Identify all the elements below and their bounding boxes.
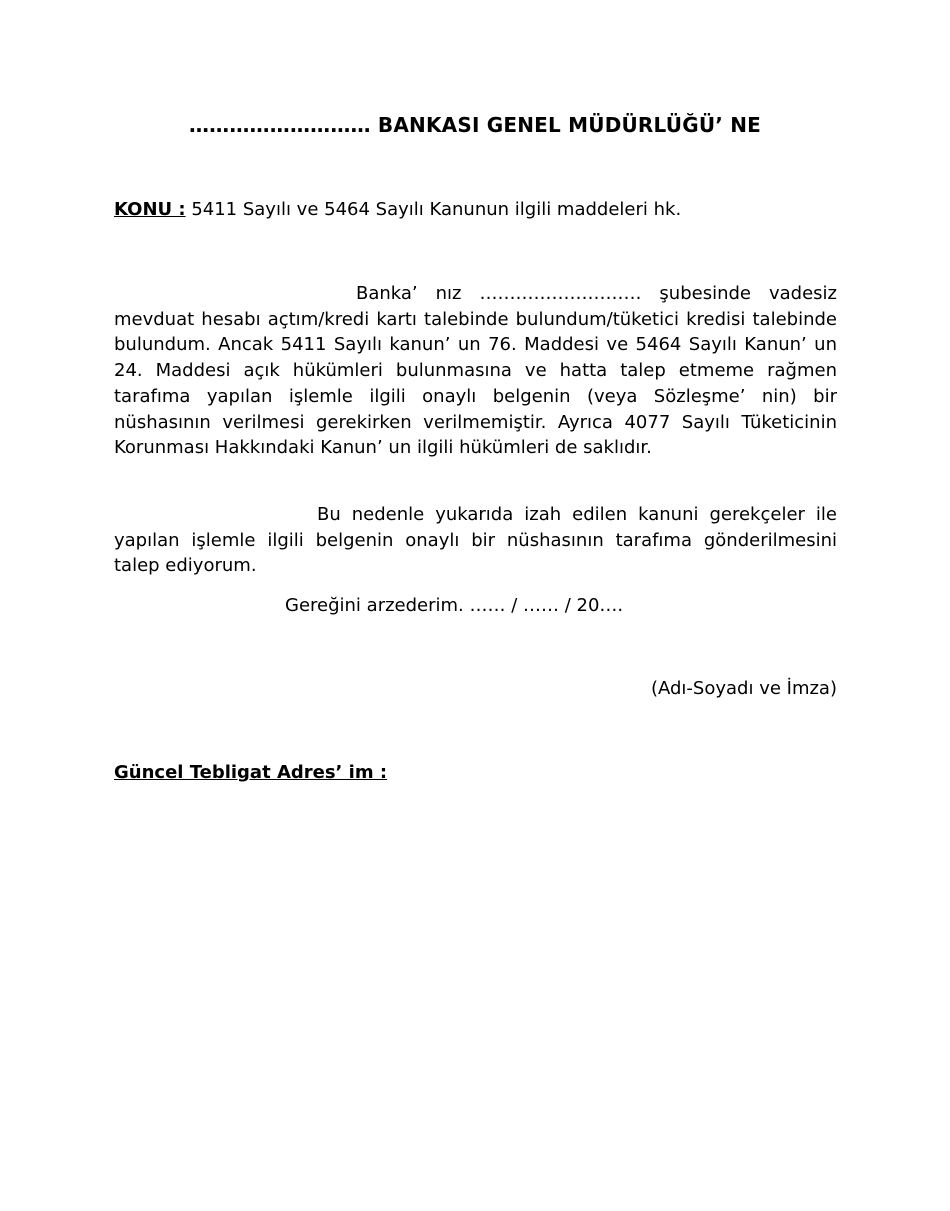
body-paragraph-2: Bu nedenle yukarıda izah edilen kanuni gerekçeler ile yapılan işlemle ilgili belgenin onaylı bir nüshasının tarafıma gönderilmesini talep ediyorum. <box>114 504 837 577</box>
subject-line <box>114 199 681 220</box>
address-label: Güncel Tebligat Adres’ im : <box>114 762 388 783</box>
signature-line: (Adı-Soyadı ve İmza) <box>650 678 837 699</box>
body-paragraph-1: Banka’ nız ……………………… şubesinde vadesiz mevduat hesabı açtım/kredi kartı talebinde bulundum/tüketici kredisi talebinde bulundum. Ancak 5411 Sayılı kanun’ un 76. Maddesi ve 5464 Sayılı Kanun’ un 24. Maddesi açık hükümleri bulunmasına ve hatta talep etmeme rağmen tarafıma yapılan işlemle ilgili onaylı belgenin (veya Sözleşme’ nin) bir nüshasının verilmesi gerekirken verilmemiştir. Ayrıca 4077 Sayılı Tüketicinin Korunması Hakkındaki Kanun’ un ilgili hükümleri de saklıdır. <box>114 283 837 459</box>
closing-line: Gereğini arzederim. …… / …… / 20…. <box>285 595 624 616</box>
document-title: ……………………… BANKASI GENEL MÜDÜRLÜĞÜ’ NE <box>188 113 762 137</box>
subject-label: KONU : <box>114 199 186 220</box>
subject-text: 5411 Sayılı ve 5464 Sayılı Kanunun ilgili maddeleri hk. <box>185 199 682 220</box>
